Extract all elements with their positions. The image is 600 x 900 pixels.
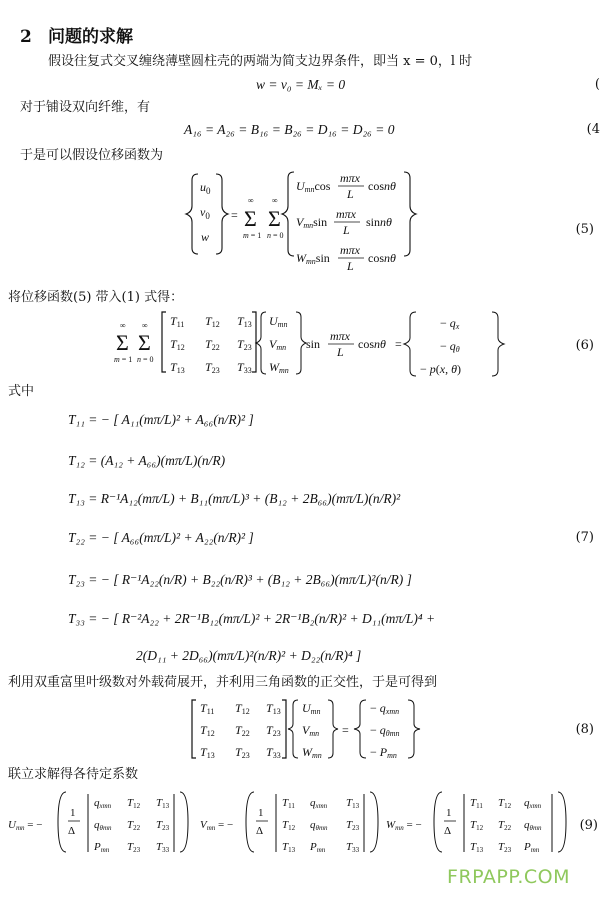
svg-text:Wmn: Wmn	[302, 745, 322, 760]
equation-number-3: (	[594, 77, 600, 92]
svg-text:Pmn: Pmn	[524, 841, 540, 854]
svg-text:cosnθ: cosnθ	[358, 337, 386, 351]
svg-text:T13: T13	[156, 797, 170, 810]
svg-text:T23: T23	[237, 337, 252, 352]
svg-text:− p(x, θ): − p(x, θ)	[420, 362, 462, 376]
svg-text:− Pmn: − Pmn	[370, 745, 397, 760]
equation-number-6: (6)	[575, 338, 594, 353]
svg-text:T12: T12	[200, 723, 215, 738]
svg-text:Umn = −: Umn = −	[8, 819, 43, 832]
svg-text:qxmn: qxmn	[524, 797, 542, 810]
svg-text:T23: T23	[235, 745, 250, 760]
svg-text:sin: sin	[306, 337, 321, 351]
svg-text:T33: T33	[237, 360, 252, 375]
svg-text:T23: T23	[127, 841, 141, 854]
equation-number-4: (4	[586, 122, 600, 137]
svg-text:Umn: Umn	[302, 701, 321, 716]
svg-text:T13: T13	[282, 841, 296, 854]
svg-text:T23: T23	[205, 360, 220, 375]
svg-text:1: 1	[258, 807, 264, 819]
equation-t22: T₂₂ = − [ A₆₆(mπ/L)² + A₂₂(n/R)² ]	[68, 530, 254, 545]
paragraph-fourier: 利用双重富里叶级数对外载荷展开，并利用三角函数的正交性，于是可得到	[8, 675, 438, 690]
svg-text:T12: T12	[127, 797, 141, 810]
svg-text:T12: T12	[235, 701, 250, 716]
svg-text:− qxmn: − qxmn	[370, 701, 400, 716]
svg-text:Pmn: Pmn	[94, 841, 110, 854]
svg-text:mπx: mπx	[340, 171, 361, 185]
paragraph-solve: 联立求解得各待定系数	[8, 767, 139, 782]
svg-text:qxmn: qxmn	[310, 797, 328, 810]
svg-text:1: 1	[446, 807, 452, 819]
svg-text:u0: $u_0$	[200, 180, 211, 196]
svg-text:Δ: Δ	[444, 825, 452, 837]
svg-text:T23: T23	[156, 819, 170, 832]
svg-text:mπx: mπx	[330, 329, 351, 343]
svg-text:Vmn = −: Vmn = −	[200, 819, 234, 832]
paragraph-fiber: 对于铺设双向纤维，有	[20, 100, 151, 115]
paragraph-displacement: 于是可以假设位移函数为	[20, 148, 164, 163]
svg-text:L: L	[343, 223, 350, 237]
svg-text:mπx: mπx	[340, 243, 361, 257]
svg-text:v0: $v_0$	[200, 205, 210, 221]
paragraph-substitute: 将位移函数(5) 带入(1) 式得：	[8, 290, 184, 305]
svg-text:n = 0: n = 0	[137, 355, 154, 364]
svg-text:=: =	[342, 723, 349, 737]
svg-text:T33: T33	[346, 841, 360, 854]
svg-text:cosnθ: cosnθ	[368, 251, 396, 265]
equation-t23: T₂₃ = − [ R⁻¹A₂₂(n/R) + B₂₂(n/R)³ + (B₁₂ + 2B₆₆)(mπ/L)²(n/R) ]	[68, 572, 412, 587]
svg-text:T22: T22	[498, 819, 512, 832]
svg-text:w: w	[201, 230, 210, 244]
equation-t12: T₁₂ = (A₁₂ + A₆₆)(mπ/L)(n/R)	[68, 453, 226, 468]
section-title: 问题的求解	[48, 27, 133, 47]
svg-text:T12: T12	[170, 337, 185, 352]
paragraph-boundary: 假设往复式交叉缠绕薄壁圆柱壳的两端为简支边界条件，即当 x = 0，l 时	[48, 54, 473, 69]
svg-text:Σ: Σ	[268, 206, 281, 231]
svg-text:n = 0: n = 0	[267, 231, 284, 240]
svg-text:∞: ∞	[142, 321, 148, 330]
svg-text:Pmn: Pmn	[310, 841, 326, 854]
svg-text:∞: ∞	[272, 196, 278, 205]
svg-text:m = 1: m = 1	[114, 355, 133, 364]
svg-text:T11: T11	[200, 701, 215, 716]
svg-text:Σ: Σ	[116, 330, 129, 355]
section-number: 2	[20, 27, 32, 47]
svg-text:=: =	[231, 208, 238, 222]
svg-text:L: L	[337, 345, 344, 359]
svg-text:T22: T22	[205, 337, 220, 352]
svg-text:T13: T13	[170, 360, 185, 375]
svg-text:T12: T12	[470, 819, 484, 832]
site-watermark: FRPAPP.COM	[447, 866, 570, 888]
svg-text:qθmn: qθmn	[94, 819, 112, 832]
svg-text:sinnθ: sinnθ	[366, 215, 392, 229]
svg-text:Δ: Δ	[256, 825, 264, 837]
svg-text:T12: T12	[282, 819, 296, 832]
svg-text:mπx: mπx	[336, 207, 357, 221]
svg-text:Umn: Umn	[269, 314, 288, 329]
svg-text:qθmn: qθmn	[524, 819, 542, 832]
equation-number-9: (9)	[579, 818, 598, 833]
svg-text:L: L	[347, 259, 354, 273]
svg-text:Σ: Σ	[138, 330, 151, 355]
equation-fiber: A₁₆ = A₂₆ = B₁₆ = B₂₆ = D₁₆ = D₂₆ = 0	[184, 122, 395, 137]
svg-text:qxmn: qxmn	[94, 797, 112, 810]
svg-text:Σ: Σ	[244, 206, 257, 231]
svg-text:− qθmn: − qθmn	[370, 723, 400, 738]
svg-text:T11: T11	[282, 797, 295, 810]
svg-text:Vmn: Vmn	[302, 723, 320, 738]
svg-text:T13: T13	[470, 841, 484, 854]
svg-text:− qθ: − qθ	[440, 339, 460, 354]
svg-text:=: =	[395, 337, 402, 351]
svg-text:T23: T23	[266, 723, 281, 738]
equation-t11: T₁₁ = − [ A₁₁(mπ/L)² + A₆₆(n/R)² ]	[68, 412, 254, 427]
svg-text:∞: ∞	[248, 196, 254, 205]
svg-text:Δ: Δ	[68, 825, 76, 837]
svg-text:T12: T12	[498, 797, 512, 810]
equation-t33-line1: T₃₃ = − [ R⁻²A₂₂ + 2R⁻¹B₁₂(mπ/L)² + 2R⁻¹B₂(n/R)² + D₁₁(mπ/L)⁴ +	[68, 611, 436, 626]
equation-number-7: (7)	[575, 530, 594, 545]
svg-text:T22: T22	[235, 723, 250, 738]
svg-text:∞: ∞	[120, 321, 126, 330]
svg-text:Wmnsin: Wmnsin	[296, 251, 330, 266]
svg-text:T13: T13	[346, 797, 360, 810]
svg-text:Wmn: Wmn	[269, 360, 289, 375]
svg-text:L: L	[347, 187, 354, 201]
svg-text:T13: T13	[266, 701, 281, 716]
equation-boundary-condition: w = v₀ = Mₓ = 0	[256, 77, 346, 92]
svg-text:T13: T13	[237, 314, 252, 329]
svg-text:cosnθ: cosnθ	[368, 179, 396, 193]
svg-text:Vmn: Vmn	[269, 337, 287, 352]
svg-text:T33: T33	[156, 841, 170, 854]
equation-t33-line2: 2(D₁₁ + 2D₆₆)(mπ/L)²(n/R)² + D₂₂(n/R)⁴ ]	[136, 648, 362, 663]
svg-text:T13: T13	[200, 745, 215, 760]
svg-text:T23: T23	[346, 819, 360, 832]
svg-text:Umncos: Umncos	[296, 179, 331, 194]
paragraph-where: 式中	[8, 384, 35, 399]
svg-text:T22: T22	[127, 819, 141, 832]
svg-text:T11: T11	[470, 797, 483, 810]
equation-number-5: (5)	[575, 222, 594, 237]
svg-text:Vmnsin: Vmnsin	[296, 215, 328, 230]
svg-text:T11: T11	[170, 314, 185, 329]
equation-number-8: (8)	[575, 722, 594, 737]
svg-text:1: 1	[70, 807, 76, 819]
svg-text:T12: T12	[205, 314, 220, 329]
svg-text:m = 1: m = 1	[243, 231, 262, 240]
equation-t13: T₁₃ = R⁻¹A₁₂(mπ/L) + B₁₁(mπ/L)³ + (B₁₂ + 2B₆₆)(mπ/L)(n/R)²	[68, 491, 401, 506]
svg-text:− qx: − qx	[440, 316, 460, 331]
svg-text:qθmn: qθmn	[310, 819, 328, 832]
svg-text:T23: T23	[498, 841, 512, 854]
svg-text:Wmn = −: Wmn = −	[386, 819, 422, 832]
svg-text:T33: T33	[266, 745, 281, 760]
